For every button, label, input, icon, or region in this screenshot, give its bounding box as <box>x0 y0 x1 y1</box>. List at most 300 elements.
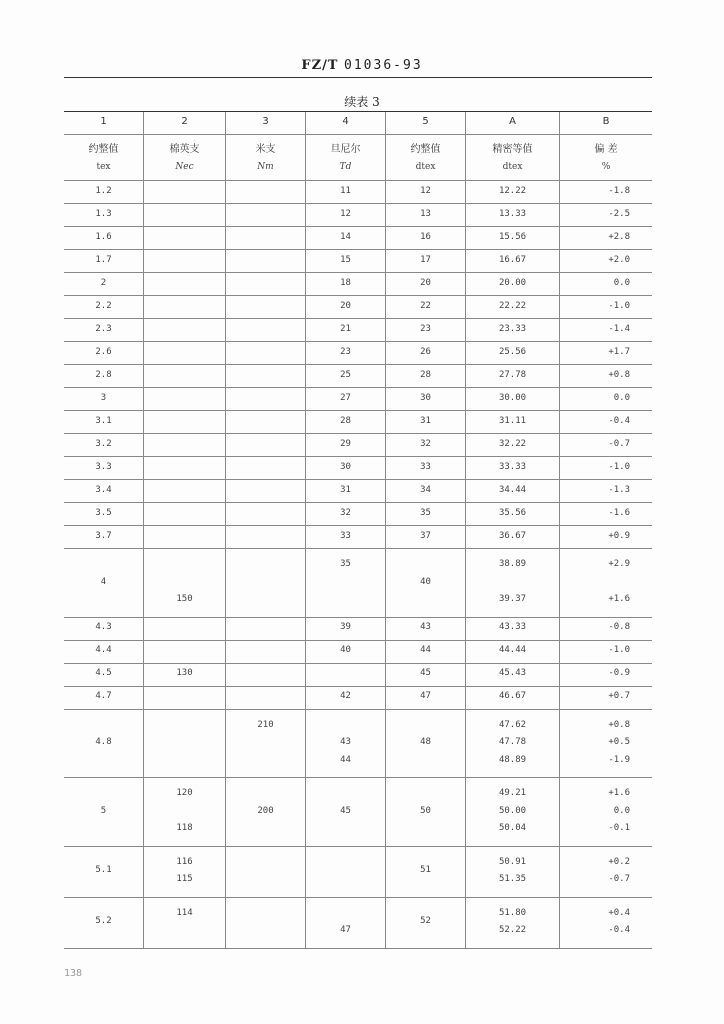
cell-nm <box>226 525 306 548</box>
cell-value: 43 <box>340 737 351 747</box>
cell-value: +0.5 <box>608 737 630 747</box>
cell-deviation <box>560 456 652 479</box>
cell-denier <box>306 502 386 525</box>
cell-nm <box>226 249 306 272</box>
cell-denier <box>306 341 386 364</box>
column-name: 棉英支 <box>169 144 200 155</box>
cell-dtex-exact <box>466 777 560 846</box>
cell-deviation <box>560 709 652 778</box>
cell-dtex-exact <box>466 203 560 226</box>
cell-tex-rounded <box>64 272 144 295</box>
cell-value: +1.6 <box>608 788 630 798</box>
cell-dtex-rounded <box>386 203 466 226</box>
column-header <box>386 134 466 180</box>
table-row <box>64 502 652 526</box>
cell-dtex-exact <box>466 663 560 686</box>
cell-value: 2.2 <box>95 300 112 311</box>
cell-tex-rounded <box>64 846 144 897</box>
cell-dtex-exact <box>466 525 560 548</box>
cell-deviation <box>560 846 652 897</box>
cell-value: 33.33 <box>498 461 527 472</box>
table-row <box>64 341 652 365</box>
cell-deviation <box>560 479 652 502</box>
cell-value: 39 <box>340 622 351 633</box>
cell-tex-rounded <box>64 226 144 249</box>
cell-dtex-rounded <box>386 226 466 249</box>
column-number-label: 2 <box>181 116 188 127</box>
column-unit: Nec <box>175 162 194 172</box>
cell-dtex-rounded <box>386 318 466 341</box>
column-unit: Nm <box>257 162 274 172</box>
cell-value: 38.89 <box>498 559 527 569</box>
cell-dtex-exact <box>466 387 560 410</box>
cell-dtex-exact <box>466 548 560 617</box>
table-row <box>64 180 652 204</box>
table-row <box>64 203 652 227</box>
cell-value: -1.9 <box>608 754 630 765</box>
column-number-label: 4 <box>342 116 349 127</box>
table-row <box>64 479 652 503</box>
cell-dtex-exact <box>466 433 560 456</box>
column-unit: % <box>601 162 611 172</box>
cell-value: 51.35 <box>498 874 527 884</box>
standard-code-prefix: FZ/T <box>301 58 339 73</box>
cell-value: 17 <box>420 254 431 265</box>
cell-deviation <box>560 364 652 387</box>
cell-dtex-exact <box>466 295 560 318</box>
cell-tex-rounded <box>64 410 144 433</box>
cell-value: 4.7 <box>95 691 112 702</box>
cell-value: +2.9 <box>608 559 630 569</box>
cell-value: 34.44 <box>498 484 527 495</box>
cell-value: +0.9 <box>608 530 630 541</box>
cell-value: 29 <box>340 438 351 449</box>
cell-value: 13.33 <box>498 208 527 219</box>
cell-nm <box>226 640 306 663</box>
cell-nm <box>226 410 306 433</box>
cell-dtex-exact <box>466 180 560 203</box>
cell-nec <box>144 663 226 686</box>
table-row <box>64 525 652 549</box>
cell-value: 118 <box>176 823 193 833</box>
cell-tex-rounded <box>64 456 144 479</box>
table-row <box>64 663 652 687</box>
cell-dtex-rounded <box>386 525 466 548</box>
cell-tex-rounded <box>64 686 144 709</box>
cell-value: 12.22 <box>498 185 527 196</box>
cell-value: 5 <box>100 805 107 816</box>
cell-value: -0.1 <box>608 823 630 833</box>
cell-value: 4.5 <box>95 668 112 679</box>
cell-nec <box>144 686 226 709</box>
cell-nm <box>226 686 306 709</box>
cell-nec <box>144 525 226 548</box>
cell-nm <box>226 203 306 226</box>
column-name: 约整值 <box>410 144 441 155</box>
cell-value: 32 <box>340 507 351 518</box>
cell-value: 47 <box>420 691 431 702</box>
table-row <box>64 897 652 949</box>
cell-dtex-rounded <box>386 777 466 846</box>
cell-value: +2.8 <box>608 231 630 242</box>
cell-nec <box>144 548 226 617</box>
column-name: 偏 差 <box>594 144 618 155</box>
cell-tex-rounded <box>64 387 144 410</box>
cell-value: 2.8 <box>95 369 112 380</box>
cell-value: 2.3 <box>95 323 112 334</box>
cell-nm <box>226 226 306 249</box>
cell-value: 25 <box>340 369 351 380</box>
table-caption: 续表 3 <box>344 95 380 109</box>
cell-nec <box>144 341 226 364</box>
cell-value: +2.0 <box>608 254 630 265</box>
cell-value: 35 <box>340 559 351 569</box>
table-row <box>64 548 652 618</box>
cell-tex-rounded <box>64 663 144 686</box>
column-header <box>226 134 306 180</box>
cell-value: 200 <box>257 805 274 816</box>
cell-dtex-rounded <box>386 387 466 410</box>
cell-value: 23 <box>340 346 351 357</box>
cell-dtex-rounded <box>386 364 466 387</box>
cell-nm <box>226 364 306 387</box>
cell-denier <box>306 846 386 897</box>
cell-value: -2.5 <box>608 208 630 219</box>
cell-dtex-exact <box>466 709 560 778</box>
cell-dtex-rounded <box>386 846 466 897</box>
cell-tex-rounded <box>64 640 144 663</box>
cell-deviation <box>560 203 652 226</box>
cell-value: +1.6 <box>608 594 630 604</box>
cell-deviation <box>560 777 652 846</box>
table-row <box>64 640 652 664</box>
table-row <box>64 846 652 898</box>
cell-deviation <box>560 502 652 525</box>
cell-value: 33 <box>340 530 351 541</box>
cell-tex-rounded <box>64 180 144 203</box>
cell-nec <box>144 897 226 948</box>
cell-value: +0.4 <box>608 907 630 918</box>
column-number <box>386 112 466 134</box>
table-row <box>64 249 652 273</box>
cell-denier <box>306 686 386 709</box>
cell-dtex-rounded <box>386 180 466 203</box>
cell-value: 51.80 <box>498 907 527 918</box>
cell-tex-rounded <box>64 479 144 502</box>
cell-value: 50.04 <box>498 823 527 833</box>
cell-value: 30.00 <box>498 392 527 403</box>
cell-deviation <box>560 897 652 948</box>
table-row <box>64 617 652 641</box>
column-name: 约整值 <box>88 144 119 155</box>
cell-value: +0.8 <box>608 719 630 730</box>
cell-value: 22.22 <box>498 300 527 311</box>
cell-nec <box>144 709 226 778</box>
column-number <box>306 112 386 134</box>
cell-value: 27.78 <box>498 369 527 380</box>
column-header <box>466 134 560 180</box>
cell-tex-rounded <box>64 502 144 525</box>
cell-value: -0.7 <box>608 874 630 884</box>
cell-nm <box>226 709 306 778</box>
cell-denier <box>306 203 386 226</box>
cell-nec <box>144 456 226 479</box>
cell-deviation <box>560 640 652 663</box>
cell-value: 47 <box>340 925 351 935</box>
cell-tex-rounded <box>64 777 144 846</box>
table-row <box>64 709 652 779</box>
cell-value: 31 <box>340 484 351 495</box>
cell-deviation <box>560 180 652 203</box>
table-row <box>64 364 652 388</box>
cell-value: 3.5 <box>95 507 112 518</box>
cell-denier <box>306 897 386 948</box>
cell-nec <box>144 180 226 203</box>
cell-value: 35.56 <box>498 507 527 518</box>
cell-value: 115 <box>176 874 193 884</box>
cell-tex-rounded <box>64 548 144 617</box>
cell-value: +0.8 <box>608 369 630 380</box>
cell-deviation <box>560 226 652 249</box>
cell-nm <box>226 433 306 456</box>
cell-value: -1.0 <box>608 300 630 311</box>
cell-denier <box>306 180 386 203</box>
column-name: 米支 <box>255 144 276 155</box>
column-number <box>144 112 226 134</box>
cell-value: 4 <box>100 576 107 587</box>
cell-nec <box>144 364 226 387</box>
cell-dtex-exact <box>466 364 560 387</box>
cell-nec <box>144 226 226 249</box>
cell-value: -0.8 <box>608 622 630 633</box>
cell-value: 37 <box>420 530 431 541</box>
cell-value: 25.56 <box>498 346 527 357</box>
cell-dtex-exact <box>466 456 560 479</box>
cell-nm <box>226 272 306 295</box>
cell-value: 49.21 <box>498 788 527 798</box>
cell-nm <box>226 663 306 686</box>
cell-deviation <box>560 272 652 295</box>
cell-value: 23.33 <box>498 323 527 334</box>
column-unit: dtex <box>415 162 436 172</box>
cell-dtex-rounded <box>386 249 466 272</box>
cell-nec <box>144 479 226 502</box>
cell-dtex-rounded <box>386 548 466 617</box>
cell-value: 0.0 <box>613 392 630 403</box>
cell-dtex-rounded <box>386 456 466 479</box>
cell-nm <box>226 387 306 410</box>
cell-deviation <box>560 387 652 410</box>
cell-deviation <box>560 525 652 548</box>
cell-value: 2 <box>100 277 107 288</box>
cell-value: 15 <box>340 254 351 265</box>
cell-value: 50 <box>420 805 431 816</box>
cell-denier <box>306 318 386 341</box>
cell-dtex-rounded <box>386 663 466 686</box>
cell-nm <box>226 548 306 617</box>
cell-value: 210 <box>257 719 274 730</box>
cell-deviation <box>560 548 652 617</box>
cell-value: -1.3 <box>608 484 630 495</box>
column-name: 旦尼尔 <box>330 144 361 155</box>
cell-value: 20 <box>340 300 351 311</box>
cell-denier <box>306 226 386 249</box>
cell-tex-rounded <box>64 433 144 456</box>
cell-dtex-exact <box>466 502 560 525</box>
cell-value: 12 <box>340 208 351 219</box>
cell-deviation <box>560 341 652 364</box>
column-header <box>144 134 226 180</box>
cell-value: 11 <box>340 185 351 196</box>
cell-value: 18 <box>340 277 351 288</box>
column-number <box>64 112 144 134</box>
cell-dtex-exact <box>466 272 560 295</box>
cell-value: 33 <box>420 461 431 472</box>
cell-value: 2.6 <box>95 346 112 357</box>
cell-tex-rounded <box>64 525 144 548</box>
cell-nm <box>226 341 306 364</box>
cell-nm <box>226 897 306 948</box>
cell-nec <box>144 617 226 640</box>
cell-value: 14 <box>340 231 351 242</box>
column-header <box>306 134 386 180</box>
cell-dtex-rounded <box>386 272 466 295</box>
header-rule <box>64 77 652 78</box>
cell-nec <box>144 318 226 341</box>
cell-tex-rounded <box>64 364 144 387</box>
cell-denier <box>306 387 386 410</box>
cell-denier <box>306 617 386 640</box>
cell-nec <box>144 272 226 295</box>
cell-value: 5.1 <box>95 865 112 876</box>
table-row <box>64 777 652 847</box>
cell-value: 30 <box>340 461 351 472</box>
cell-value: 39.37 <box>498 594 527 604</box>
cell-deviation <box>560 617 652 640</box>
cell-nm <box>226 479 306 502</box>
cell-value: 20.00 <box>498 277 527 288</box>
cell-value: -0.4 <box>608 925 630 935</box>
cell-nec <box>144 410 226 433</box>
cell-denier <box>306 295 386 318</box>
column-header <box>64 134 144 180</box>
cell-value: 42 <box>340 691 351 702</box>
cell-value: 28 <box>420 369 431 380</box>
cell-nec <box>144 387 226 410</box>
cell-value: 1.3 <box>95 208 112 219</box>
table-row <box>64 318 652 342</box>
cell-value: 43.33 <box>498 622 527 633</box>
cell-value: 3 <box>100 392 107 403</box>
cell-value: 16.67 <box>498 254 527 265</box>
cell-value: 15.56 <box>498 231 527 242</box>
cell-denier <box>306 777 386 846</box>
table-row <box>64 272 652 296</box>
table-row <box>64 433 652 457</box>
cell-tex-rounded <box>64 249 144 272</box>
cell-value: 16 <box>420 231 431 242</box>
cell-denier <box>306 548 386 617</box>
cell-value: 50.91 <box>498 856 527 867</box>
cell-nec <box>144 249 226 272</box>
cell-value: 1.7 <box>95 254 112 265</box>
table-row <box>64 226 652 250</box>
cell-value: 0.0 <box>613 805 630 816</box>
cell-value: -0.4 <box>608 415 630 426</box>
column-name: 精密等值 <box>492 144 533 155</box>
cell-value: 12 <box>420 185 431 196</box>
cell-value: +0.2 <box>608 856 630 867</box>
cell-value: -1.0 <box>608 645 630 656</box>
cell-dtex-rounded <box>386 479 466 502</box>
column-number-label: B <box>602 116 610 127</box>
cell-value: 5.2 <box>95 916 112 927</box>
cell-value: 45.43 <box>498 668 527 679</box>
cell-dtex-rounded <box>386 433 466 456</box>
cell-value: 26 <box>420 346 431 357</box>
column-unit: tex <box>96 162 111 172</box>
cell-value: -0.7 <box>608 438 630 449</box>
table-row <box>64 686 652 710</box>
cell-value: 48.89 <box>498 754 527 765</box>
cell-tex-rounded <box>64 341 144 364</box>
cell-tex-rounded <box>64 318 144 341</box>
cell-value: 116 <box>176 856 193 867</box>
cell-dtex-exact <box>466 617 560 640</box>
cell-value: 1.2 <box>95 185 112 196</box>
cell-nec <box>144 295 226 318</box>
cell-value: 44 <box>340 754 351 765</box>
cell-value: 47.62 <box>498 719 527 730</box>
cell-dtex-exact <box>466 640 560 663</box>
table-row <box>64 387 652 411</box>
cell-tex-rounded <box>64 709 144 778</box>
cell-denier <box>306 479 386 502</box>
column-number-label: 1 <box>100 116 107 127</box>
cell-dtex-exact <box>466 846 560 897</box>
table-row <box>64 410 652 434</box>
table-row <box>64 295 652 319</box>
cell-value: 4.8 <box>95 737 112 747</box>
cell-value: 51 <box>420 865 431 876</box>
column-number <box>226 112 306 134</box>
cell-tex-rounded <box>64 295 144 318</box>
cell-nec <box>144 433 226 456</box>
cell-nm <box>226 617 306 640</box>
standard-code <box>0 58 724 73</box>
cell-value: 23 <box>420 323 431 334</box>
cell-deviation <box>560 318 652 341</box>
cell-value: +0.7 <box>608 691 630 702</box>
cell-value: 30 <box>420 392 431 403</box>
cell-value: 21 <box>340 323 351 334</box>
cell-nm <box>226 777 306 846</box>
cell-denier <box>306 364 386 387</box>
cell-value: 3.2 <box>95 438 112 449</box>
cell-value: 27 <box>340 392 351 403</box>
cell-value: 45 <box>340 805 351 816</box>
cell-dtex-exact <box>466 341 560 364</box>
cell-deviation <box>560 433 652 456</box>
cell-dtex-exact <box>466 318 560 341</box>
column-header-row <box>64 134 652 181</box>
cell-dtex-exact <box>466 410 560 433</box>
cell-dtex-rounded <box>386 640 466 663</box>
cell-deviation <box>560 249 652 272</box>
cell-dtex-rounded <box>386 341 466 364</box>
standard-code-number: 01036-93 <box>344 58 423 73</box>
cell-value: -1.6 <box>608 507 630 518</box>
